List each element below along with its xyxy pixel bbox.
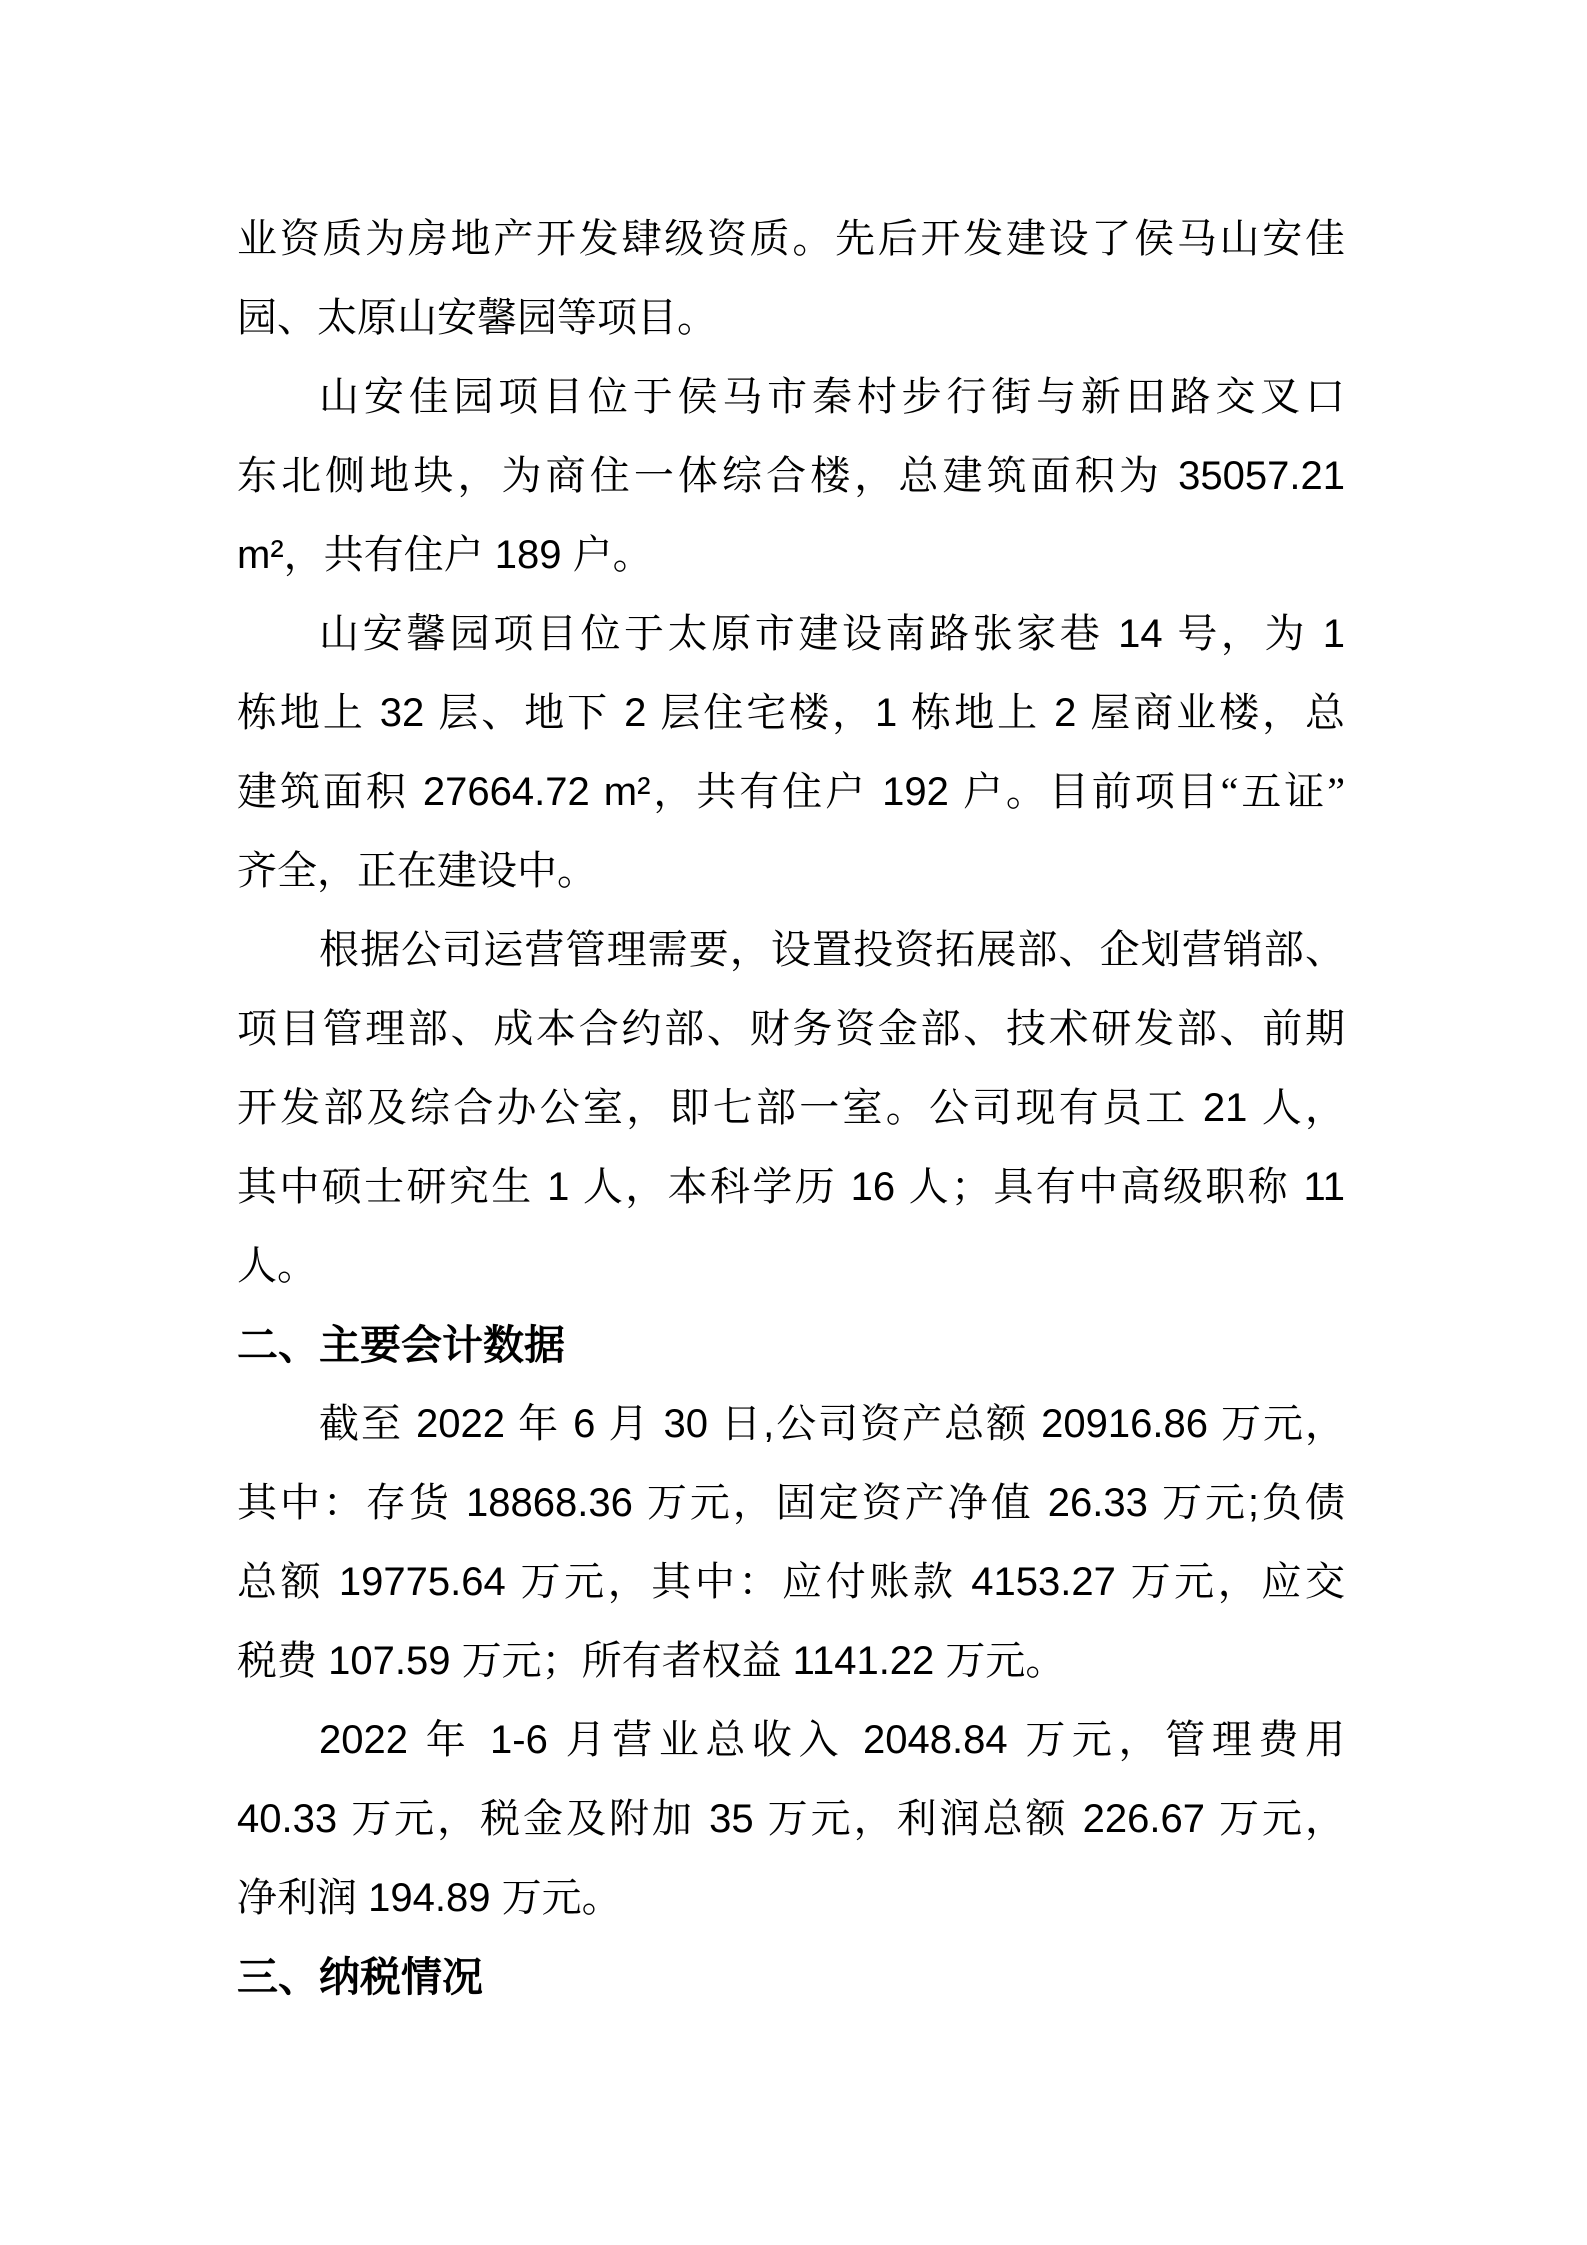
text-line: 人。: [237, 1244, 317, 1288]
text-line: 其中硕士研究生 1 人，本科学历 16 人；具有中高级职称 11: [237, 1165, 1345, 1209]
text-line: 业资质为房地产开发肆级资质。先后开发建设了侯马山安佳: [237, 217, 1345, 261]
text-line: 建筑面积 27664.72 m²，共有住户 192 户。目前项目“五证”: [237, 770, 1345, 814]
text-line: 2022 年 1-6 月营业总收入 2048.84 万元，管理费用: [319, 1718, 1345, 1762]
text-line: 项目管理部、成本合约部、财务资金部、技术研发部、前期: [237, 1007, 1345, 1051]
text-line: 开发部及综合办公室，即七部一室。公司现有员工 21 人，: [237, 1086, 1345, 1130]
text-line: 山安佳园项目位于侯马市秦村步行街与新田路交叉口: [319, 375, 1345, 419]
text-line: 总额 19775.64 万元，其中：应付账款 4153.27 万元，应交: [237, 1560, 1345, 1604]
text-line: 40.33 万元，税金及附加 35 万元，利润总额 226.67 万元，: [237, 1797, 1345, 1841]
text-line: 栋地上 32 层、地下 2 层住宅楼，1 栋地上 2 屋商业楼，总: [237, 691, 1345, 735]
document-body: [237, 200, 1345, 2017]
text-line: 净利润 194.89 万元。: [237, 1876, 622, 1920]
text-line: 山安馨园项目位于太原市建设南路张家巷 14 号，为 1: [319, 612, 1345, 656]
text-line: 东北侧地块，为商住一体综合楼，总建筑面积为 35057.21: [237, 454, 1345, 498]
text-line: 其中：存货 18868.36 万元，固定资产净值 26.33 万元;负债: [237, 1481, 1345, 1525]
text-line: 园、太原山安馨园等项目。: [237, 296, 717, 340]
text-line: m²，共有住户 189 户。: [237, 533, 653, 577]
text-line: 齐全，正在建设中。: [237, 849, 597, 893]
section-heading: 二、主要会计数据: [237, 1322, 565, 1368]
text-line: 根据公司运营管理需要，设置投资拓展部、企划营销部、: [319, 928, 1345, 972]
text-line: 截至 2022 年 6 月 30 日,公司资产总额 20916.86 万元，: [319, 1402, 1345, 1446]
text-line: 税费 107.59 万元；所有者权益 1141.22 万元。: [237, 1639, 1066, 1683]
section-heading: 三、纳税情况: [237, 1954, 483, 2000]
